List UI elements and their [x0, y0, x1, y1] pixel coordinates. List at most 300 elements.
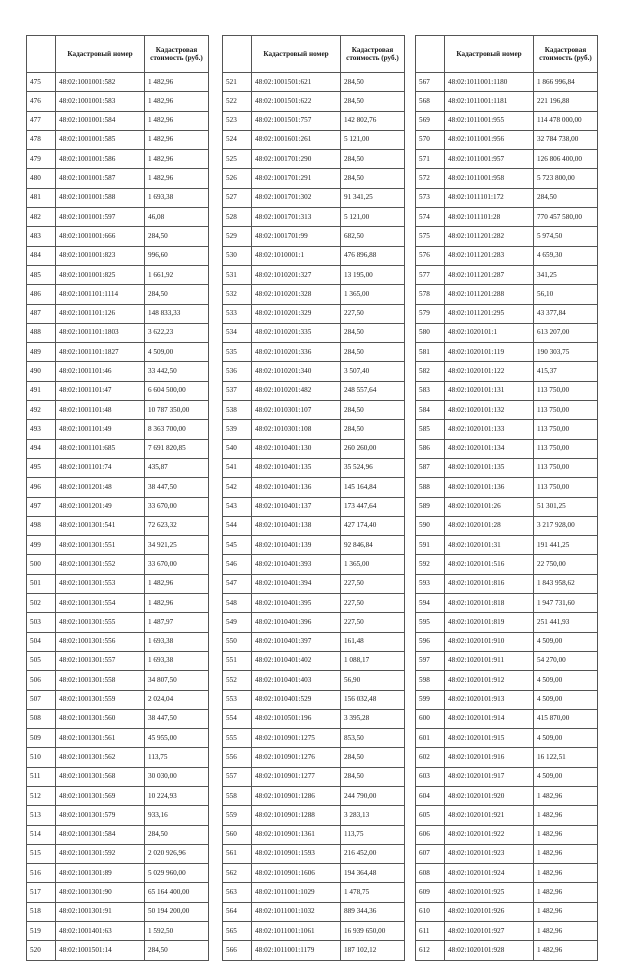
row-number: 575 [416, 227, 445, 246]
row-number: 556 [223, 748, 252, 767]
cadastral-number: 48:02:1001101:74 [56, 458, 145, 477]
cadastral-number: 48:02:1011201:295 [445, 304, 534, 323]
cadastral-cost: 91 341,25 [341, 188, 405, 207]
cadastral-cost: 16 939 650,00 [341, 922, 405, 941]
cadastral-cost: 2 020 926,96 [145, 844, 209, 863]
cadastral-cost: 190 303,75 [534, 343, 598, 362]
table-row [416, 111, 598, 130]
row-number: 483 [27, 227, 56, 246]
cadastral-cost: 284,50 [145, 285, 209, 304]
cadastral-number: 48:02:1010401:529 [252, 690, 341, 709]
row-number: 543 [223, 497, 252, 516]
table-row [416, 130, 598, 149]
table-row [27, 632, 209, 651]
row-number: 489 [27, 343, 56, 362]
table-row [27, 150, 209, 169]
cadastral-number: 48:02:1010901:1275 [252, 729, 341, 748]
row-number: 487 [27, 304, 56, 323]
cadastral-number: 48:02:1001601:261 [252, 130, 341, 149]
table-row [223, 922, 405, 941]
cadastral-cost: 4 509,00 [534, 729, 598, 748]
row-number: 559 [223, 806, 252, 825]
cadastral-cost: 1 482,96 [145, 594, 209, 613]
cadastral-cost: 4 659,30 [534, 246, 598, 265]
table-row [416, 767, 598, 786]
cadastral-cost: 10 787 350,00 [145, 401, 209, 420]
cadastral-number: 48:02:1010901:1286 [252, 786, 341, 805]
cadastral-cost: 284,50 [341, 323, 405, 342]
cadastral-number: 48:02:1010401:403 [252, 671, 341, 690]
cadastral-cost: 156 032,48 [341, 690, 405, 709]
table-row [223, 130, 405, 149]
row-number: 519 [27, 922, 56, 941]
row-number: 480 [27, 169, 56, 188]
cadastral-cost: 770 457 580,00 [534, 208, 598, 227]
header-cadastral-cost: Кадастровая стоимость (руб.) [145, 36, 209, 73]
cadastral-number: 48:02:1020101:132 [445, 401, 534, 420]
cadastral-cost: 284,50 [341, 73, 405, 92]
cadastral-cost: 173 447,64 [341, 497, 405, 516]
row-number: 535 [223, 343, 252, 362]
cadastral-number: 48:02:1001501:14 [56, 941, 145, 960]
row-number: 588 [416, 478, 445, 497]
row-number: 536 [223, 362, 252, 381]
cadastral-cost: 113 750,00 [534, 478, 598, 497]
cadastral-number: 48:02:1001301:541 [56, 516, 145, 535]
table-row [416, 536, 598, 555]
row-number: 606 [416, 825, 445, 844]
cadastral-cost: 1 693,38 [145, 188, 209, 207]
table-row [416, 825, 598, 844]
row-number: 573 [416, 188, 445, 207]
cadastral-cost: 72 623,32 [145, 516, 209, 535]
cadastral-cost: 16 122,51 [534, 748, 598, 767]
row-number: 607 [416, 844, 445, 863]
cadastral-number: 48:02:1001001:666 [56, 227, 145, 246]
cadastral-number: 48:02:1001301:554 [56, 594, 145, 613]
table-row [27, 671, 209, 690]
cadastral-cost: 5 974,50 [534, 227, 598, 246]
table-row [223, 632, 405, 651]
cadastral-number: 48:02:1001701:290 [252, 150, 341, 169]
row-number: 592 [416, 555, 445, 574]
table-row [27, 690, 209, 709]
cadastral-cost: 1 482,96 [145, 169, 209, 188]
row-number: 518 [27, 902, 56, 921]
cadastral-cost: 113 750,00 [534, 381, 598, 400]
table-row [416, 883, 598, 902]
cadastral-number: 48:02:1020101:122 [445, 362, 534, 381]
cadastral-number: 48:02:1010301:108 [252, 420, 341, 439]
row-number: 529 [223, 227, 252, 246]
table-row [27, 767, 209, 786]
cadastral-number: 48:02:1010401:394 [252, 574, 341, 593]
table-row [27, 574, 209, 593]
cadastral-cost: 6 604 500,00 [145, 381, 209, 400]
table-row [223, 420, 405, 439]
row-number: 542 [223, 478, 252, 497]
row-number: 484 [27, 246, 56, 265]
table-row [223, 285, 405, 304]
cadastral-number: 48:02:1001101:1803 [56, 323, 145, 342]
cadastral-cost: 1 478,75 [341, 883, 405, 902]
cadastral-cost: 3 395,28 [341, 709, 405, 728]
table-row [27, 478, 209, 497]
table-row [27, 651, 209, 670]
row-number: 602 [416, 748, 445, 767]
cadastral-number: 48:02:1001301:560 [56, 709, 145, 728]
cadastral-cost: 32 784 738,00 [534, 130, 598, 149]
row-number: 494 [27, 439, 56, 458]
row-number: 539 [223, 420, 252, 439]
table-row [416, 92, 598, 111]
cadastral-cost: 113 750,00 [534, 401, 598, 420]
cadastral-cost: 50 194 200,00 [145, 902, 209, 921]
table-row [27, 786, 209, 805]
cadastral-number: 48:02:1020101:131 [445, 381, 534, 400]
table-row [27, 381, 209, 400]
cadastral-cost: 1 661,92 [145, 265, 209, 284]
table-row [223, 458, 405, 477]
cadastral-table-3 [415, 35, 598, 961]
table-row [223, 478, 405, 497]
cadastral-number: 48:02:1010901:1593 [252, 844, 341, 863]
cadastral-cost: 33 670,00 [145, 555, 209, 574]
cadastral-number: 48:02:1001301:568 [56, 767, 145, 786]
cadastral-number: 48:02:1020101:913 [445, 690, 534, 709]
row-number: 499 [27, 536, 56, 555]
cadastral-cost: 284,50 [341, 92, 405, 111]
cadastral-cost: 1 482,96 [145, 150, 209, 169]
row-number: 533 [223, 304, 252, 323]
row-number: 478 [27, 130, 56, 149]
cadastral-cost: 92 846,84 [341, 536, 405, 555]
row-number: 534 [223, 323, 252, 342]
table-row [416, 671, 598, 690]
row-number: 510 [27, 748, 56, 767]
header-number [27, 36, 56, 73]
row-number: 563 [223, 883, 252, 902]
cadastral-number: 48:02:1020101:1 [445, 323, 534, 342]
row-number: 570 [416, 130, 445, 149]
row-number: 530 [223, 246, 252, 265]
cadastral-cost: 216 452,00 [341, 844, 405, 863]
cadastral-cost: 1 866 996,84 [534, 73, 598, 92]
cadastral-cost: 1 482,96 [145, 574, 209, 593]
cadastral-cost: 682,50 [341, 227, 405, 246]
cadastral-number: 48:02:1001301:558 [56, 671, 145, 690]
cadastral-number: 48:02:1020101:928 [445, 941, 534, 960]
cadastral-number: 48:02:1011001:957 [445, 150, 534, 169]
table-row [223, 265, 405, 284]
row-number: 527 [223, 188, 252, 207]
cadastral-cost: 114 478 000,00 [534, 111, 598, 130]
cadastral-cost: 43 377,84 [534, 304, 598, 323]
table-row [27, 825, 209, 844]
row-number: 523 [223, 111, 252, 130]
table-row [27, 188, 209, 207]
table-row [27, 304, 209, 323]
table-row [223, 555, 405, 574]
cadastral-number: 48:02:1011001:1032 [252, 902, 341, 921]
cadastral-cost: 1 482,96 [534, 806, 598, 825]
cadastral-cost: 46,08 [145, 208, 209, 227]
cadastral-number: 48:02:1001101:49 [56, 420, 145, 439]
cadastral-number: 48:02:1001001:583 [56, 92, 145, 111]
row-number: 496 [27, 478, 56, 497]
table-row [223, 613, 405, 632]
cadastral-number: 48:02:1020101:26 [445, 497, 534, 516]
table-row [27, 92, 209, 111]
cadastral-cost: 341,25 [534, 265, 598, 284]
table-row [223, 111, 405, 130]
cadastral-cost: 161,48 [341, 632, 405, 651]
table-row [27, 208, 209, 227]
row-number: 609 [416, 883, 445, 902]
cadastral-number: 48:02:1011001:1061 [252, 922, 341, 941]
cadastral-table-1 [26, 35, 209, 961]
table-row [223, 323, 405, 342]
table-row [27, 73, 209, 92]
table-row [223, 439, 405, 458]
cadastral-cost: 113 750,00 [534, 439, 598, 458]
row-number: 544 [223, 516, 252, 535]
cadastral-number: 48:02:1001301:559 [56, 690, 145, 709]
row-number: 603 [416, 767, 445, 786]
cadastral-number: 48:02:1011201:282 [445, 227, 534, 246]
table-row [27, 613, 209, 632]
row-number: 553 [223, 690, 252, 709]
cadastral-cost: 51 301,25 [534, 497, 598, 516]
cadastral-cost: 4 509,00 [534, 767, 598, 786]
cadastral-number: 48:02:1010401:393 [252, 555, 341, 574]
row-number: 505 [27, 651, 56, 670]
cadastral-cost: 5 121,00 [341, 208, 405, 227]
table-row [27, 748, 209, 767]
row-number: 511 [27, 767, 56, 786]
cadastral-number: 48:02:1020101:921 [445, 806, 534, 825]
table-row [223, 825, 405, 844]
header-cadastral-number: Кадастровый номер [56, 36, 145, 73]
cadastral-cost: 284,50 [145, 941, 209, 960]
row-number: 504 [27, 632, 56, 651]
cadastral-number: 48:02:1010201:336 [252, 343, 341, 362]
row-number: 500 [27, 555, 56, 574]
row-number: 580 [416, 323, 445, 342]
cadastral-number: 48:02:1020101:923 [445, 844, 534, 863]
cadastral-number: 48:02:1001101:1114 [56, 285, 145, 304]
table-row [27, 709, 209, 728]
table-row [223, 786, 405, 805]
row-number: 587 [416, 458, 445, 477]
cadastral-cost: 613 207,00 [534, 323, 598, 342]
cadastral-number: 48:02:1011001:1180 [445, 73, 534, 92]
table-row [223, 941, 405, 960]
cadastral-cost: 1 482,96 [534, 825, 598, 844]
cadastral-number: 48:02:1001001:586 [56, 150, 145, 169]
cadastral-number: 48:02:1001001:825 [56, 265, 145, 284]
cadastral-number: 48:02:1011101:28 [445, 208, 534, 227]
row-number: 608 [416, 864, 445, 883]
table-row [223, 188, 405, 207]
row-number: 591 [416, 536, 445, 555]
cadastral-number: 48:02:1011001:1029 [252, 883, 341, 902]
row-number: 520 [27, 941, 56, 960]
table-row [27, 246, 209, 265]
cadastral-cost: 1 482,96 [534, 883, 598, 902]
cadastral-cost: 13 195,00 [341, 265, 405, 284]
row-number: 482 [27, 208, 56, 227]
row-number: 604 [416, 786, 445, 805]
table-row [27, 941, 209, 960]
row-number: 524 [223, 130, 252, 149]
table-row [223, 73, 405, 92]
cadastral-cost: 415,37 [534, 362, 598, 381]
cadastral-cost: 1 843 958,62 [534, 574, 598, 593]
cadastral-number: 48:02:1010001:1 [252, 246, 341, 265]
cadastral-number: 48:02:1001101:48 [56, 401, 145, 420]
row-number: 550 [223, 632, 252, 651]
cadastral-cost: 1 487,97 [145, 613, 209, 632]
row-number: 594 [416, 594, 445, 613]
table-row [223, 169, 405, 188]
cadastral-cost: 1 482,96 [534, 902, 598, 921]
cadastral-number: 48:02:1001301:91 [56, 902, 145, 921]
row-number: 585 [416, 420, 445, 439]
cadastral-cost: 227,50 [341, 594, 405, 613]
table-row [416, 632, 598, 651]
cadastral-number: 48:02:1010201:482 [252, 381, 341, 400]
table-row [416, 227, 598, 246]
cadastral-number: 48:02:1001701:291 [252, 169, 341, 188]
row-number: 497 [27, 497, 56, 516]
table-row [416, 401, 598, 420]
cadastral-number: 48:02:1011201:288 [445, 285, 534, 304]
cadastral-number: 48:02:1020101:816 [445, 574, 534, 593]
cadastral-cost: 284,50 [341, 150, 405, 169]
cadastral-number: 48:02:1020101:133 [445, 420, 534, 439]
cadastral-cost: 260 260,00 [341, 439, 405, 458]
row-number: 485 [27, 265, 56, 284]
row-number: 517 [27, 883, 56, 902]
table-row [416, 516, 598, 535]
cadastral-number: 48:02:1020101:926 [445, 902, 534, 921]
table-row [223, 227, 405, 246]
table-row [27, 323, 209, 342]
header-row [416, 36, 598, 73]
cadastral-number: 48:02:1010301:107 [252, 401, 341, 420]
cadastral-number: 48:02:1010901:1606 [252, 864, 341, 883]
cadastral-cost: 56,10 [534, 285, 598, 304]
cadastral-number: 48:02:1010401:137 [252, 497, 341, 516]
row-number: 583 [416, 381, 445, 400]
cadastral-number: 48:02:1020101:924 [445, 864, 534, 883]
row-number: 503 [27, 613, 56, 632]
cadastral-cost: 30 030,00 [145, 767, 209, 786]
cadastral-number: 48:02:1001101:1827 [56, 343, 145, 362]
cadastral-cost: 284,50 [341, 767, 405, 786]
row-number: 578 [416, 285, 445, 304]
table-row [223, 651, 405, 670]
cadastral-cost: 889 344,36 [341, 902, 405, 921]
table-row [416, 864, 598, 883]
cadastral-cost: 2 024,04 [145, 690, 209, 709]
cadastral-cost: 244 790,00 [341, 786, 405, 805]
table-row [223, 516, 405, 535]
cadastral-number: 48:02:1010401:130 [252, 439, 341, 458]
cadastral-number: 48:02:1020101:135 [445, 458, 534, 477]
cadastral-cost: 1 947 731,60 [534, 594, 598, 613]
cadastral-cost: 3 507,40 [341, 362, 405, 381]
cadastral-cost: 38 447,50 [145, 709, 209, 728]
cadastral-number: 48:02:1010401:135 [252, 458, 341, 477]
cadastral-number: 48:02:1011001:955 [445, 111, 534, 130]
cadastral-cost: 56,90 [341, 671, 405, 690]
table-row [223, 709, 405, 728]
cadastral-number: 48:02:1001501:757 [252, 111, 341, 130]
cadastral-cost: 1 482,96 [145, 73, 209, 92]
table-row [27, 729, 209, 748]
cadastral-number: 48:02:1010401:396 [252, 613, 341, 632]
row-number: 595 [416, 613, 445, 632]
header-row [27, 36, 209, 73]
row-number: 586 [416, 439, 445, 458]
row-number: 493 [27, 420, 56, 439]
table-row [223, 536, 405, 555]
cadastral-cost: 54 270,00 [534, 651, 598, 670]
cadastral-number: 48:02:1010901:1288 [252, 806, 341, 825]
cadastral-number: 48:02:1010401:138 [252, 516, 341, 535]
table-row [27, 806, 209, 825]
table-row [223, 150, 405, 169]
table-row [416, 439, 598, 458]
cadastral-number: 48:02:1020101:922 [445, 825, 534, 844]
row-number: 522 [223, 92, 252, 111]
cadastral-number: 48:02:1001001:587 [56, 169, 145, 188]
table-row [223, 594, 405, 613]
cadastral-number: 48:02:1020101:136 [445, 478, 534, 497]
cadastral-number: 48:02:1001101:685 [56, 439, 145, 458]
table-row [27, 265, 209, 284]
row-number: 549 [223, 613, 252, 632]
cadastral-cost: 476 896,88 [341, 246, 405, 265]
row-number: 538 [223, 401, 252, 420]
table-row [416, 748, 598, 767]
cadastral-cost: 34 807,50 [145, 671, 209, 690]
row-number: 564 [223, 902, 252, 921]
table-row [416, 941, 598, 960]
row-number: 601 [416, 729, 445, 748]
cadastral-number: 48:02:1011201:283 [445, 246, 534, 265]
cadastral-cost: 7 691 820,85 [145, 439, 209, 458]
header-cadastral-cost: Кадастровая стоимость (руб.) [341, 36, 405, 73]
row-number: 569 [416, 111, 445, 130]
row-number: 560 [223, 825, 252, 844]
row-number: 596 [416, 632, 445, 651]
table-row [223, 304, 405, 323]
table-row [416, 458, 598, 477]
cadastral-cost: 248 557,64 [341, 381, 405, 400]
row-number: 599 [416, 690, 445, 709]
table-row [416, 420, 598, 439]
table-row [223, 343, 405, 362]
row-number: 565 [223, 922, 252, 941]
cadastral-cost: 1 482,96 [534, 844, 598, 863]
cadastral-number: 48:02:1010201:327 [252, 265, 341, 284]
cadastral-number: 48:02:1001301:89 [56, 864, 145, 883]
cadastral-cost: 284,50 [534, 188, 598, 207]
cadastral-number: 48:02:1001701:313 [252, 208, 341, 227]
